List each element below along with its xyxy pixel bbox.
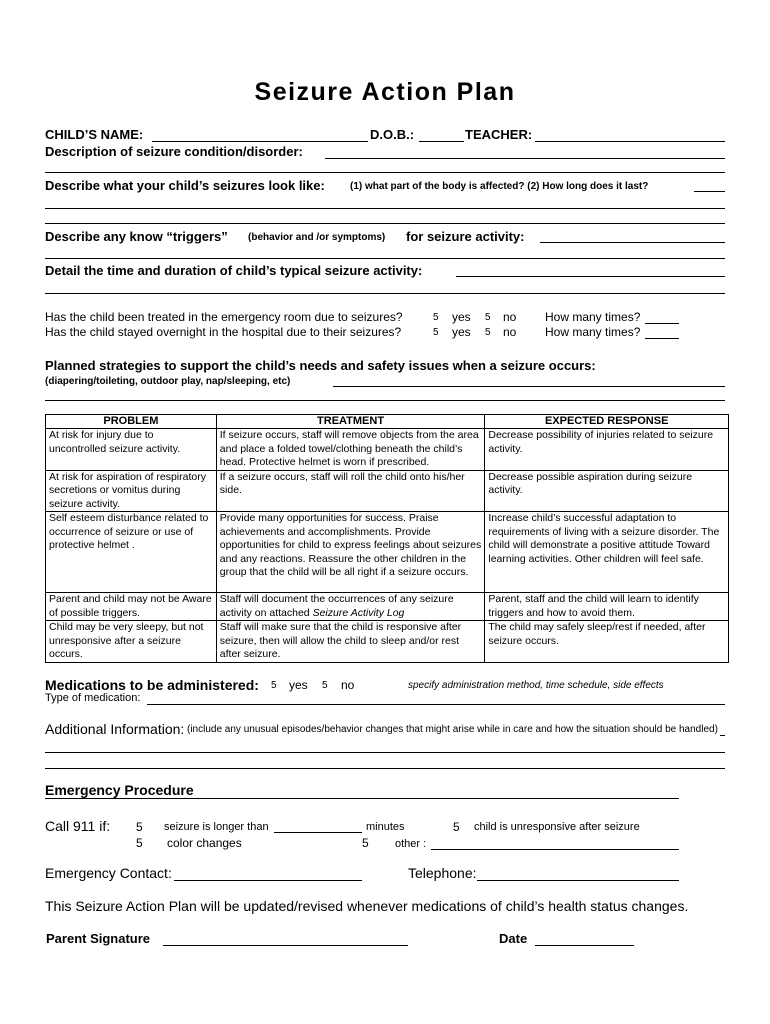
telephone-field[interactable] [477, 880, 679, 881]
medications-label: Medications to be administered: [45, 677, 259, 693]
description-field[interactable] [325, 158, 725, 159]
triggers-sub: (behavior and /or symptoms) [248, 232, 386, 243]
problem-cell: Self esteem disturbance related to occurrence of seizure or use of protective helmet . [46, 512, 217, 593]
response-cell: Decrease possibility of injuries related to seizure activity. [485, 429, 729, 471]
child-name-label: CHILD’S NAME: [45, 127, 144, 142]
update-statement: This Seizure Action Plan will be updated/revised whenever medications of child’s health status changes. [45, 898, 689, 914]
overnight-yes-label: yes [452, 325, 471, 339]
er-yes-box[interactable]: 5 [433, 312, 439, 323]
triggers-label: Describe any know “triggers” [45, 229, 228, 244]
table-row [46, 470, 729, 512]
table-row [46, 429, 729, 471]
date-field[interactable] [535, 945, 634, 946]
treatment-cell: Staff will make sure that the child is responsive after seizure, then will allow the child to sleep and/or rest after seizure. [216, 621, 485, 663]
description-label: Description of seizure condition/disorder: [45, 144, 303, 159]
table-row [46, 512, 729, 593]
problem-cell: Parent and child may not be Aware of possible triggers. [46, 593, 217, 621]
er-how-many: How many times? [545, 310, 641, 324]
page-title: Seizure Action Plan [254, 78, 516, 106]
describe-sub: (1) what part of the body is affected? (2) How long does it last? [350, 181, 649, 192]
response-cell: Decrease possible aspiration during seizure activity. [485, 470, 729, 512]
table-header-row [46, 415, 729, 429]
additional-line-2[interactable] [45, 752, 725, 753]
strategies-field[interactable] [333, 386, 725, 387]
longer-than-box[interactable]: 5 [136, 820, 143, 834]
other-field[interactable] [431, 849, 679, 850]
child-name-field[interactable] [152, 141, 368, 142]
unresponsive-box[interactable]: 5 [453, 820, 460, 834]
description-line-2[interactable] [45, 172, 725, 173]
teacher-label: TEACHER: [465, 127, 533, 142]
overnight-no-box[interactable]: 5 [485, 327, 491, 338]
call-911-label: Call 911 if: [45, 818, 111, 834]
table-row [46, 593, 729, 621]
strategy-table [45, 414, 729, 663]
emergency-heading: Emergency Procedure [45, 782, 194, 798]
treatment-text: Staff will document the occurrences of any seizure activity on attached [219, 593, 454, 619]
detail-label: Detail the time and duration of child’s typical seizure activity: [45, 263, 423, 278]
header-treatment: TREATMENT [216, 415, 485, 429]
header-expected-response: EXPECTED RESPONSE [485, 415, 729, 429]
strategies-sub: (diapering/toileting, outdoor play, nap/sleeping, etc) [45, 376, 291, 387]
activity-log-link[interactable]: Seizure Activity Log [312, 606, 405, 619]
er-question: Has the child been treated in the emergency room due to seizures? [45, 310, 403, 324]
er-no-box[interactable]: 5 [485, 312, 491, 323]
overnight-question: Has the child stayed overnight in the hospital due to their seizures? [45, 325, 402, 339]
overnight-no-label: no [503, 325, 517, 339]
emergency-contact-label: Emergency Contact: [45, 865, 172, 881]
er-how-many-field[interactable] [645, 323, 679, 324]
table-row [46, 621, 729, 663]
med-yes-box[interactable]: 5 [271, 680, 277, 691]
problem-cell: Child may be very sleepy, but not unresponsive after a seizure occurs. [46, 621, 217, 663]
treatment-cell [216, 593, 485, 621]
additional-line-3[interactable] [45, 768, 725, 769]
color-changes-box[interactable]: 5 [136, 836, 143, 850]
strategies-line-2[interactable] [45, 400, 725, 401]
med-specify: specify administration method, time schedule, side effects [408, 680, 664, 691]
triggers-label-b: for seizure activity: [406, 229, 525, 244]
detail-field[interactable] [456, 276, 725, 277]
additional-label: Additional Information: [45, 721, 185, 737]
telephone-label: Telephone: [408, 865, 477, 881]
overnight-how-many-field[interactable] [645, 338, 679, 339]
response-cell: The child may safely sleep/rest if needed, after seizure occurs. [485, 621, 729, 663]
other-box[interactable]: 5 [362, 836, 369, 850]
problem-cell: At risk for injury due to uncontrolled seizure activity. [46, 429, 217, 471]
describe-field[interactable] [694, 191, 725, 192]
minutes-field[interactable] [274, 832, 362, 833]
triggers-field[interactable] [540, 242, 725, 243]
med-type-label: Type of medication: [45, 692, 141, 704]
treatment-cell: If seizure occurs, staff will remove objects from the area and place a folded towel/clothing beneath the child’s head. Protective helmet is worn if prescribed. [216, 429, 485, 471]
strategies-heading: Planned strategies to support the child’s needs and safety issues when a seizure occurs: [45, 358, 596, 373]
dob-label: D.O.B.: [370, 127, 415, 142]
additional-sub: (include any unusual episodes/behavior changes that might arise while in care and how the situation should be handled) [187, 724, 718, 735]
problem-cell: At risk for aspiration of respiratory secretions or vomitus during seizure activity. [46, 470, 217, 512]
describe-label: Describe what your child’s seizures look like: [45, 178, 325, 193]
triggers-line-2[interactable] [45, 258, 725, 259]
treatment-cell: Provide many opportunities for success. Praise achievements and accomplishments. Provide opportunities for child to express feelings about seizures and any reactions. Reassure the other children in the group that the child will be all right if a seizure occurs. [216, 512, 485, 593]
describe-line-2[interactable] [45, 208, 725, 209]
detail-line-2[interactable] [45, 293, 725, 294]
color-changes-label: color changes [167, 836, 242, 850]
teacher-field[interactable] [535, 141, 725, 142]
emergency-heading-rule [45, 798, 679, 799]
dob-field[interactable] [419, 141, 464, 142]
med-type-field[interactable] [147, 704, 725, 705]
describe-line-3[interactable] [45, 223, 725, 224]
parent-signature-field[interactable] [163, 945, 408, 946]
overnight-yes-box[interactable]: 5 [433, 327, 439, 338]
overnight-how-many: How many times? [545, 325, 641, 339]
unresponsive-label: child is unresponsive after seizure [474, 821, 640, 833]
response-cell: Parent, staff and the child will learn to identify triggers and how to avoid them. [485, 593, 729, 621]
response-cell: Increase child’s successful adaptation to requirements of living with a seizure disorder. The child will demonstrate a positive attitude Toward learning activities. Other children will feel safe. [485, 512, 729, 593]
er-no-label: no [503, 310, 517, 324]
other-label: other : [395, 838, 427, 850]
er-yes-label: yes [452, 310, 471, 324]
longer-than-label: seizure is longer than [164, 821, 269, 833]
med-no-label: no [341, 678, 355, 692]
date-label: Date [499, 931, 528, 946]
additional-field[interactable] [720, 735, 725, 736]
treatment-cell: If a seizure occurs, staff will roll the child onto his/her side. [216, 470, 485, 512]
parent-signature-label: Parent Signature [46, 931, 151, 946]
med-yes-label: yes [289, 678, 308, 692]
header-problem: PROBLEM [46, 415, 217, 429]
minutes-label: minutes [366, 821, 405, 833]
med-no-box[interactable]: 5 [322, 680, 328, 691]
emergency-contact-field[interactable] [174, 880, 362, 881]
